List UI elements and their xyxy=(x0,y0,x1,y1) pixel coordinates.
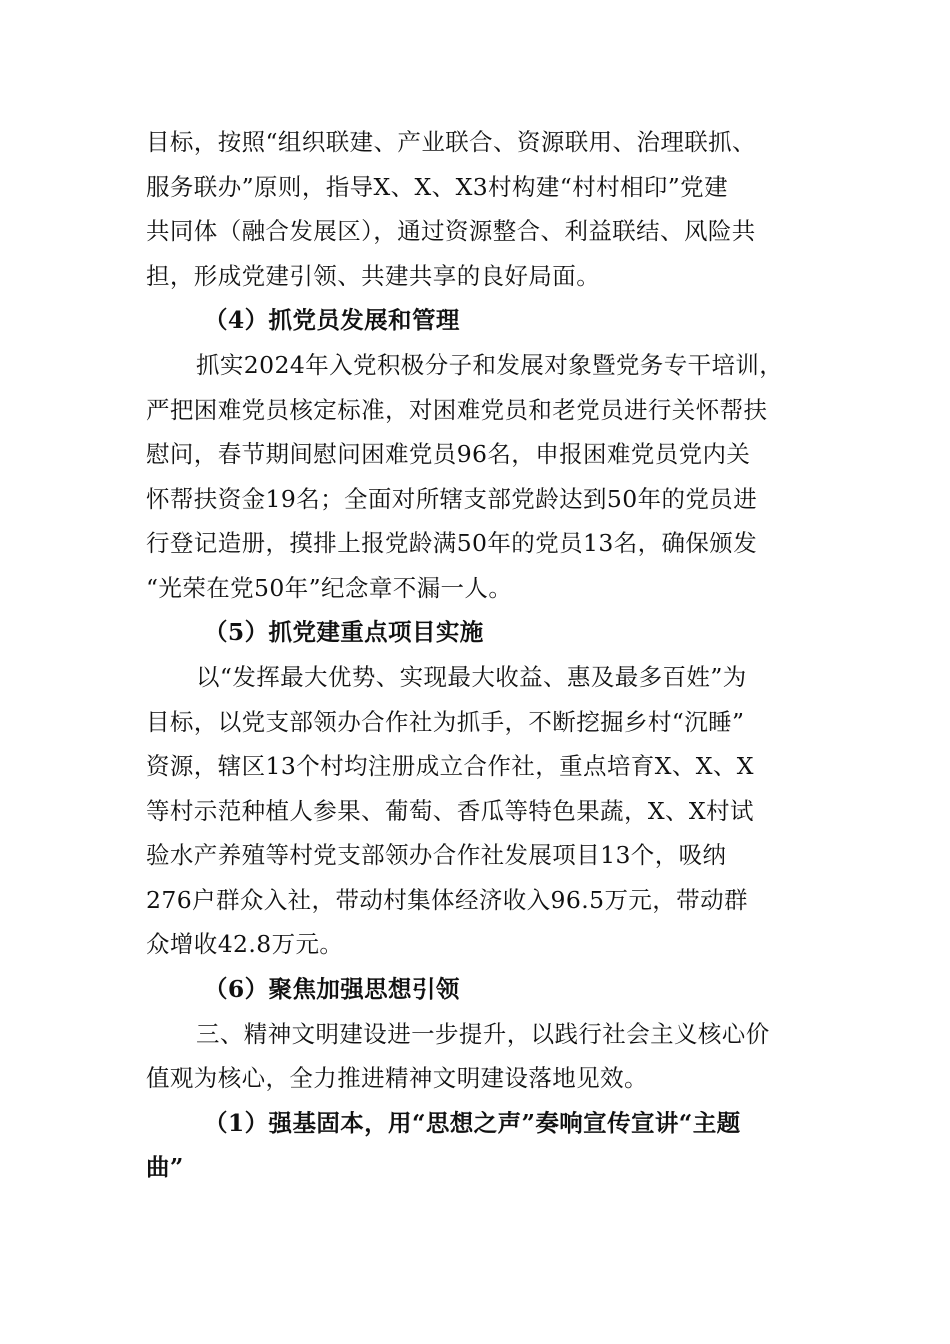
paragraph-line: 目标，以党支部领办合作社为抓手，不断挖掘乡村“沉睡” xyxy=(146,708,745,736)
paragraph-line: 三、精神文明建设进一步提升，以践行社会主义核心价 xyxy=(196,1020,770,1048)
paragraph-line: 资源，辖区13个村均注册成立合作社，重点培育X、X、X xyxy=(146,752,754,780)
paragraph-line: 值观为核心，全力推进精神文明建设落地见效。 xyxy=(146,1064,648,1092)
paragraph-line: 行登记造册，摸排上报党龄满50年的党员13名，确保颁发 xyxy=(146,529,758,557)
section-heading: （4）抓党员发展和管理 xyxy=(204,306,460,334)
paragraph-line: 抓实2024年入党积极分子和发展对象暨党务专干培训， xyxy=(196,351,784,379)
paragraph-line: 服务联办”原则，指导X、X、X3村构建“村村相印”党建 xyxy=(146,173,728,201)
paragraph-line: 严把困难党员核定标准，对困难党员和老党员进行关怀帮扶 xyxy=(146,396,768,424)
paragraph-line: “光荣在党50年”纪念章不漏一人。 xyxy=(146,574,513,602)
paragraph-line: 以“发挥最大优势、实现最大收益、惠及最多百姓”为 xyxy=(196,663,747,691)
paragraph-line: 慰问，春节期间慰问困难党员96名，申报困难党员党内关 xyxy=(146,440,751,468)
paragraph-line: 等村示范种植人参果、葡萄、香瓜等特色果蔬，X、X村试 xyxy=(146,797,754,825)
paragraph-line: 目标，按照“组织联建、产业联合、资源联用、治理联抓、 xyxy=(146,128,756,156)
paragraph-line: 共同体（融合发展区），通过资源整合、利益联结、风险共 xyxy=(146,217,756,245)
section-heading: （6）聚焦加强思想引领 xyxy=(204,975,460,1003)
paragraph-line: 验水产养殖等村党支部领办合作社发展项目13个，吸纳 xyxy=(146,841,727,869)
paragraph-line: 276户群众入社，带动村集体经济收入96.5万元，带动群 xyxy=(146,886,748,914)
section-heading: （1）强基固本，用“思想之声”奏响宣传宣讲“主题 xyxy=(204,1109,741,1137)
section-heading-continuation: 曲” xyxy=(146,1153,184,1181)
paragraph-line: 众增收42.8万元。 xyxy=(146,930,344,958)
paragraph-line: 担，形成党建引领、共建共享的良好局面。 xyxy=(146,262,601,290)
section-heading: （5）抓党建重点项目实施 xyxy=(204,618,484,646)
paragraph-line: 怀帮扶资金19名；全面对所辖支部党龄达到50年的党员进 xyxy=(146,485,758,513)
